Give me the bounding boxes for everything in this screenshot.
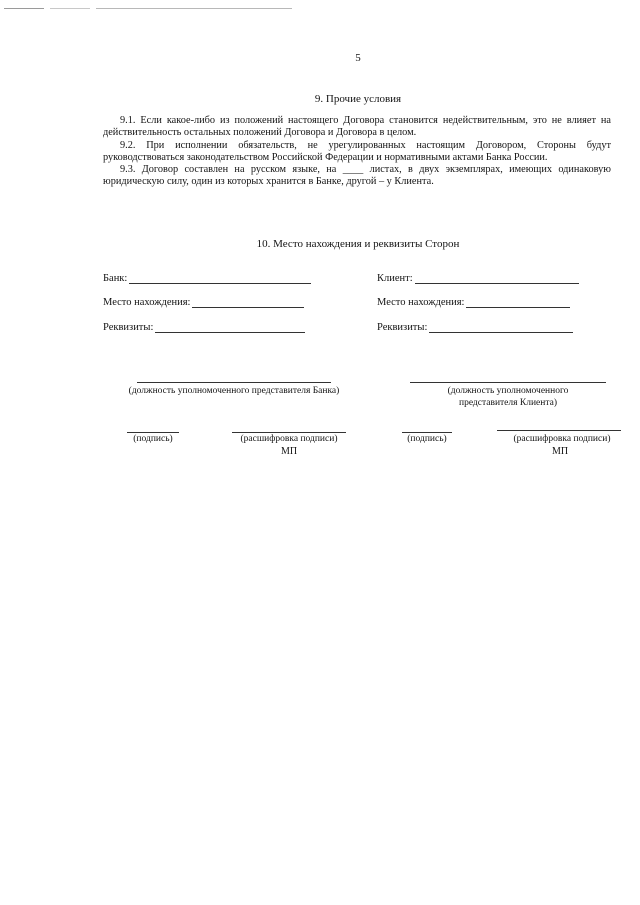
bank-signature-caption: (подпись) [133,434,173,444]
bank-location-label: Место нахождения: [103,297,191,308]
section-9-heading: 9. Прочие условия [314,93,402,105]
page-number: 5 [355,52,361,64]
client-position-caption: (должность уполномоченного представителя Клиента) [447,386,569,408]
bank-name-label: Банк: [103,273,128,284]
section-9-body [103,115,611,189]
bank-location-blank[interactable] [192,297,304,308]
client-name-field [377,273,579,284]
client-stamp-place: МП [552,446,569,457]
clause-9-1: 9.1. Если какое-либо из положений настоящего Договора становится недействительным, это не влияет на действительность остальных положений Договора и Договора в целом. [103,115,611,139]
client-position-line[interactable] [410,382,606,383]
client-name-label: Клиент: [377,273,413,284]
client-requisites-field [377,322,573,333]
bank-position-caption: (должность уполномоченного представителя Банка) [128,386,340,396]
bank-requisites-blank[interactable] [155,322,305,333]
client-requisites-label: Реквизиты: [377,322,428,333]
client-decoding-line[interactable] [497,430,621,431]
client-name-blank[interactable] [415,273,579,284]
client-requisites-blank[interactable] [429,322,573,333]
bank-decoding-caption: (расшифровка подписи) [240,434,338,444]
scan-artifact-line [96,8,292,9]
bank-requisites-label: Реквизиты: [103,322,154,333]
client-signature-caption: (подпись) [407,434,447,444]
bank-position-line[interactable] [137,382,331,383]
client-location-field [377,297,570,308]
bank-location-field [103,297,304,308]
section-10-heading: 10. Место нахождения и реквизиты Сторон [256,238,460,250]
bank-name-blank[interactable] [129,273,311,284]
clause-9-3: 9.3. Договор составлен на русском языке, на ____ листах, в двух экземплярах, имеющих одинаковую юридическую силу, один из которых хранится в Банке, другой – у Клиента. [103,164,611,188]
client-decoding-caption: (расшифровка подписи) [513,434,611,444]
client-location-label: Место нахождения: [377,297,465,308]
client-location-blank[interactable] [466,297,570,308]
bank-name-field [103,273,311,284]
bank-requisites-field [103,322,305,333]
clause-9-2: 9.2. При исполнении обязательств, не урегулированных настоящим Договором, Стороны будут руководствоваться законодательством Российской Федерации и нормативными актами Банка России. [103,139,611,163]
bank-stamp-place: МП [281,446,298,457]
scan-artifact-line [4,8,44,9]
scan-artifact-line [50,8,90,9]
